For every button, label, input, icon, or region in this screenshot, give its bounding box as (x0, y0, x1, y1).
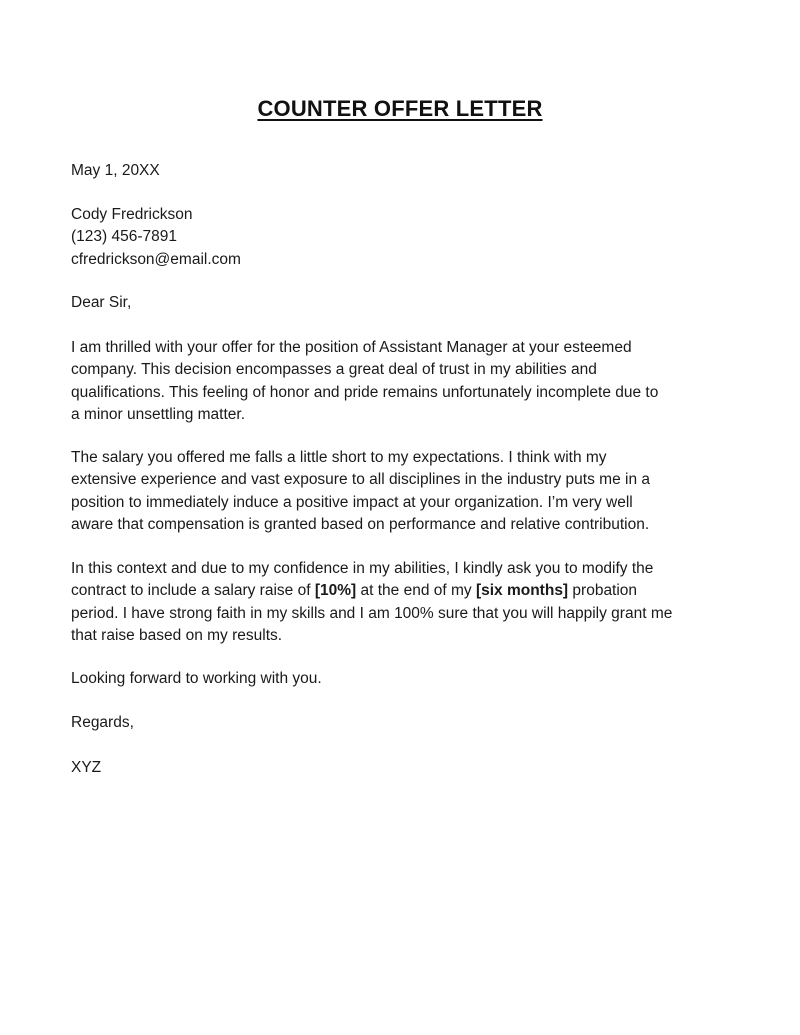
document-title-text: COUNTER OFFER LETTER (257, 96, 543, 121)
sign-off-text: Regards, (71, 714, 134, 731)
paragraph-2 (71, 447, 741, 536)
paragraph-1-line: a minor unsettling matter. (71, 405, 246, 423)
paragraph-3 (71, 558, 741, 647)
paragraph-2-line: position to immediately induce a positive impact at your organization. I’m very well (71, 493, 633, 511)
document-title (0, 93, 800, 125)
paragraph-3-text: probation (568, 582, 638, 600)
paragraph-2-line: aware that compensation is granted based on performance and relative contribution. (71, 515, 650, 533)
paragraph-2-line: extensive experience and vast exposure to all disciplines in the industry puts me in a (71, 471, 650, 489)
paragraph-1-line: I am thrilled with your offer for the position of Assistant Manager at your esteemed (71, 339, 632, 356)
sender-email: cfredrickson@email.com (71, 250, 241, 268)
paragraph-3-text: contract to include a salary raise of (71, 582, 315, 600)
paragraph-1-line: company. This decision encompasses a great deal of trust in my abilities and (71, 361, 597, 379)
sender-name: Cody Fredrickson (71, 206, 193, 223)
sign-off (71, 712, 741, 734)
paragraph-3-line: In this context and due to my confidence in my abilities, I kindly ask you to modify the (71, 560, 654, 577)
paragraph-3-line: period. I have strong faith in my skills and I am 100% sure that you will happily grant me (71, 604, 673, 622)
paragraph-2-line: The salary you offered me falls a little short to my expectations. I think with my (71, 449, 607, 466)
paragraph-1-line: qualifications. This feeling of honor and pride remains unfortunately incomplete due to (71, 383, 659, 401)
paragraph-1 (71, 337, 741, 426)
paragraph-3-line (71, 580, 741, 602)
closing-line (71, 668, 741, 690)
paragraph-3-line: that raise based on my results. (71, 626, 283, 644)
salutation-text: Dear Sir, (71, 294, 132, 311)
raise-percent-placeholder: [10%] (314, 582, 357, 600)
date-text: May 1, 20XX (71, 162, 160, 179)
letter-date (71, 160, 741, 182)
sender-block (71, 204, 741, 271)
sender-phone: (123) 456-7891 (71, 228, 177, 246)
signature (71, 757, 741, 779)
paragraph-3-text: at the end of my (356, 582, 476, 600)
closing-line-text: Looking forward to working with you. (71, 670, 322, 687)
probation-period-placeholder: [six months] (475, 582, 569, 600)
salutation (71, 292, 741, 314)
signature-text: XYZ (71, 759, 102, 776)
